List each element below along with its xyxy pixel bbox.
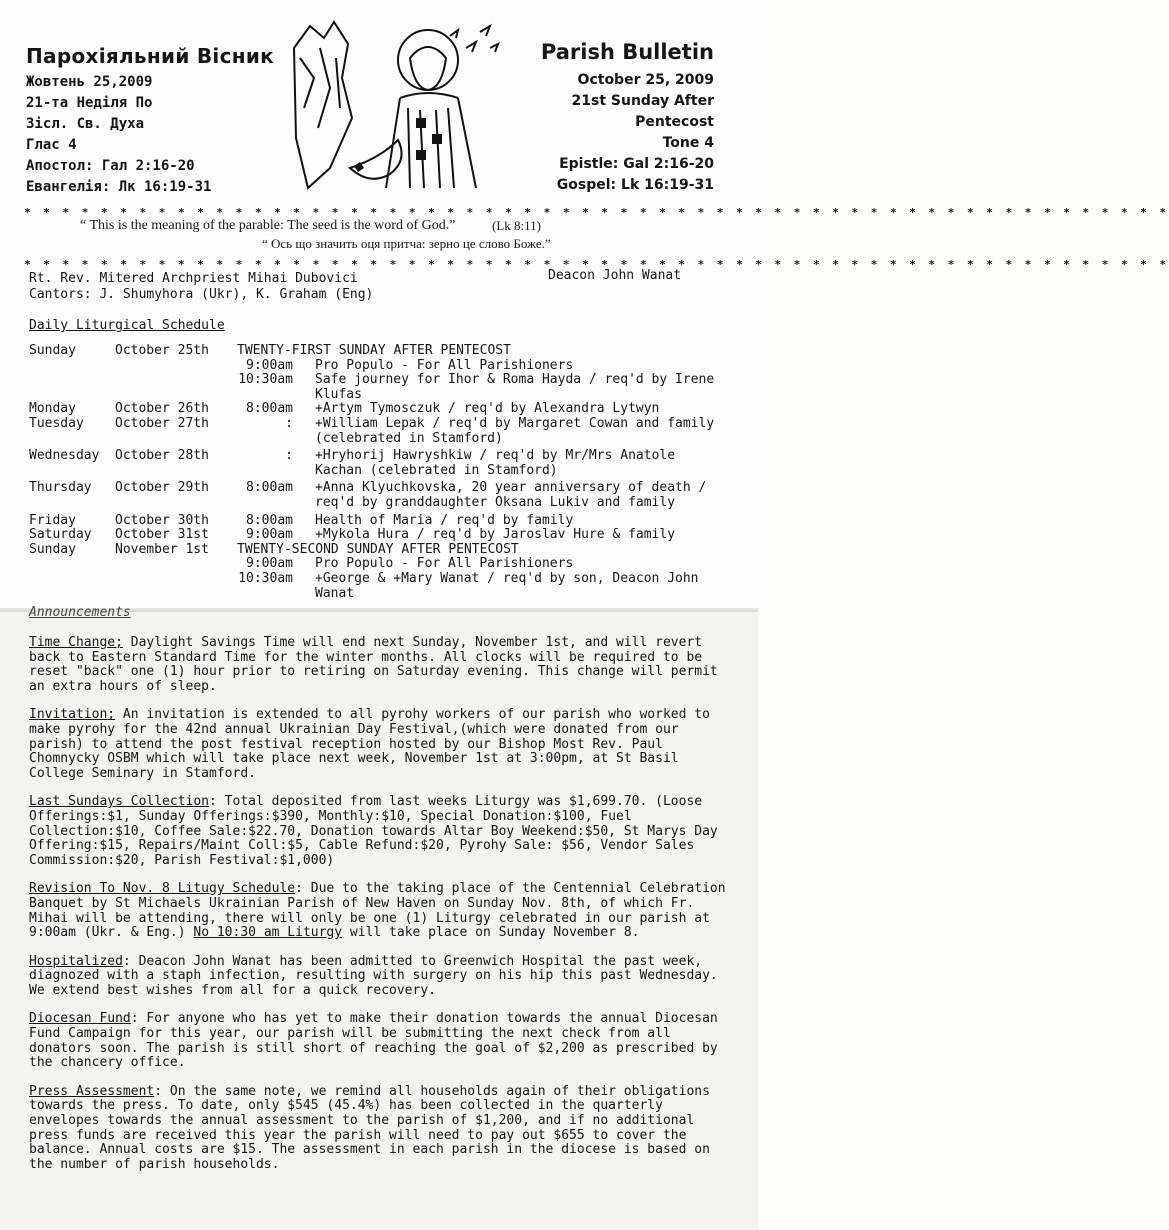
announcement-text: : Due to the taking place of the Centennial Celebration Banquet by St Michaels Ukrainian Parish of New Haven on Sunday Nov. 8th, of which Fr. Mihai will be attending, there will only be one (1) Liturgy celebrated in our parish at 9:00am (Ukr. & Eng.) — [29, 881, 726, 941]
schedule-date: October 27th — [115, 415, 209, 431]
schedule-intention: +George & +Mary Wanat / req'd by son, Deacon John Wanat — [315, 570, 699, 601]
announcement-heading: Invitation; — [29, 707, 116, 723]
schedule-row — [29, 449, 715, 478]
schedule-time: 9:00am — [246, 527, 293, 543]
schedule-time: 10:30am — [238, 570, 293, 586]
schedule-date: October 31st — [115, 527, 209, 543]
announcement-heading: Press Assessment — [29, 1083, 155, 1099]
schedule-date: October 25th — [115, 343, 209, 358]
schedule-title: Daily Liturgical Schedule — [29, 318, 225, 333]
announcement-diocesan-fund — [29, 1012, 729, 1070]
schedule-intention: +Hryhorij Hawryshkiw / req'd by Mr/Mrs Anatole Kachan (celebrated in Stamford) — [315, 448, 676, 478]
announcements-list — [29, 636, 729, 1186]
en-gospel: Gospel: Lk 16:19-31 — [556, 177, 714, 193]
schedule-row — [29, 359, 715, 374]
schedule-time: : — [285, 448, 293, 464]
schedule-day: Thursday — [29, 480, 92, 496]
english-header-lines — [541, 70, 714, 196]
schedule-intention: Pro Populo - For All Parishioners — [315, 556, 574, 572]
scripture-quote-english: “ This is the meaning of the parable: The seed is the word of God.” — [80, 218, 456, 233]
schedule-day: Wednesday — [29, 448, 100, 464]
announcement-invitation — [29, 708, 729, 781]
announcements-title: Announcements — [29, 605, 131, 620]
schedule-row — [29, 514, 715, 529]
schedule-day: Sunday — [29, 541, 76, 557]
schedule-row — [29, 344, 715, 359]
schedule-date: October 29th — [115, 480, 209, 496]
en-epistle: Epistle: Gal 2:16-20 — [559, 156, 714, 172]
schedule-day: Monday — [29, 401, 76, 417]
schedule-date: October 30th — [115, 512, 209, 528]
announcement-text: : Total deposited from last weeks Liturgy was $1,699.70. (Loose Offerings:$1, Sunday Offerings:$390, Monthly:$10, Special Donation:$100, Fuel Collection:$10, Coffee Sale:$22.70, Donation towards Altar Boy Weekend:$50, St Marys Day Offering:$15, Repairs/Maint Coll:$5, Cable Refund:$20, Pyrohy Sale: $56, Vendor Sales Commission:$20, Parish Festival:$1,000) — [29, 794, 718, 868]
announcement-text: : On the same note, we remind all households again of their obligations towards the press. To date, only $545 (45.4%) has been collected in the quarterly envelopes towards the annual assessment to the parish of $1,200, and if no additional press funds are received this year the parish will need to pay out $655 to cover the balance. Annual costs are $15. The assessment in each parish in the diocese is based on the number of parish households. — [29, 1083, 710, 1172]
ukrainian-title: Парохіяльний Вісник — [26, 44, 275, 68]
liturgical-schedule — [29, 344, 715, 601]
schedule-time: 10:30am — [238, 372, 293, 388]
en-tone: Tone 4 — [662, 135, 714, 151]
uk-gospel: Евангелія: Лк 16:19-31 — [26, 179, 212, 195]
schedule-time: 8:00am — [246, 401, 293, 417]
scripture-quote-ukrainian: “ Ось що значить оця притча: зерно це слово Боже.” — [262, 236, 551, 251]
announcement-text: : For anyone who has yet to make their donation towards the annual Diocesan Fund Campaign for this year, our parish will be submitting the next check from all donators soon. The parish is still short of reaching the goal of $2,200 as prescribed by the chancery office. — [29, 1011, 718, 1071]
schedule-time: 9:00am — [246, 556, 293, 572]
schedule-row — [29, 402, 715, 417]
announcement-heading: Revision To Nov. 8 Litugy Schedule — [29, 881, 296, 897]
schedule-intention: Health of Maria / req'd by family — [315, 512, 574, 528]
uk-epistle: Апостол: Гал 2:16-20 — [26, 158, 195, 174]
schedule-heading: TWENTY-SECOND SUNDAY AFTER PENTECOST — [237, 541, 519, 557]
schedule-row — [29, 417, 715, 446]
schedule-row — [29, 557, 715, 572]
cantors: Cantors: J. Shumyhora (Ukr), K. Graham (Eng) — [29, 287, 374, 302]
en-date: October 25, 2009 — [577, 72, 714, 88]
uk-tone: Глас 4 — [26, 137, 77, 153]
schedule-heading: TWENTY-FIRST SUNDAY AFTER PENTECOST — [237, 343, 511, 358]
schedule-date: October 26th — [115, 401, 209, 417]
announcement-heading: Time Change; — [29, 635, 123, 650]
schedule-intention: +Anna Klyuchkovska, 20 year anniversary of death / req'd by granddaughter Oksana Lukiv and family — [315, 480, 707, 510]
schedule-intention: +Artym Tymosczuk / req'd by Alexandra Lytwyn — [315, 401, 660, 417]
star-divider-top: * * * * * * * * * * * * * * * * * * * * * * * * * * * * * * * * * * * * * * * * * * * * * * * * * * * * * * * * * * * * — [24, 206, 1169, 219]
schedule-time: 8:00am — [246, 480, 293, 496]
schedule-intention: Pro Populo - For All Parishioners — [315, 357, 574, 373]
announcement-heading: Hospitalized — [29, 953, 123, 969]
deacon-name: Deacon John Wanat — [548, 268, 682, 283]
schedule-row — [29, 481, 715, 510]
announcement-press-assessment — [29, 1085, 729, 1173]
announcement-collection — [29, 795, 729, 868]
schedule-date: October 28th — [115, 448, 209, 464]
english-title: Parish Bulletin — [540, 40, 714, 64]
uk-date: Жовтень 25,2009 — [26, 74, 153, 90]
announcement-text: An invitation is extended to all pyrohy workers of our parish who worked to make pyrohy for the 42nd annual Ukrainian Day Festival,(which were donated from our parish) to attend the post festival reception hosted by our Bishop Most Rev. Paul Chomnycky OSBM which will take place next week, November 1st at 3:00pm, at St Basil College Seminary in Stamford. — [29, 707, 710, 781]
schedule-row — [29, 373, 715, 402]
scripture-reference: (Lk 8:11) — [492, 218, 541, 233]
schedule-day: Tuesday — [29, 415, 84, 431]
announcement-text: : Deacon John Wanat has been admitted to Greenwich Hospital the past week, diagnozed with a staph infection, resulting with surgery on his hip this past Wednesday. We extend best wishes from all for a quick recovery. — [29, 953, 718, 998]
announcement-hospitalized — [29, 955, 729, 999]
announcement-heading: Last Sundays Collection — [29, 794, 210, 810]
announcement-schedule-revision — [29, 882, 729, 940]
schedule-date: November 1st — [115, 541, 209, 557]
english-header — [541, 40, 714, 196]
saint-icon-illustration — [290, 18, 506, 196]
announcement-text: Daylight Savings Time will end next Sunday, November 1st, and will revert back to Eastern Standard Time for the winter months. All clocks will be required to be reset "back" one (1) hour prior to retiring on Saturday evening. This change will permit an extra hours of sleep. — [29, 635, 718, 694]
clergy-block — [29, 271, 373, 303]
announcement-time-change — [29, 636, 729, 694]
schedule-row — [29, 572, 715, 601]
schedule-day: Saturday — [29, 527, 92, 543]
schedule-intention: +William Lepak / req'd by Margaret Cowan and family (celebrated in Stamford) — [315, 415, 715, 446]
uk-pentecost: Зісл. Св. Духа — [26, 116, 145, 132]
schedule-time: 8:00am — [246, 512, 293, 528]
schedule-row — [29, 528, 715, 543]
schedule-row — [29, 543, 715, 558]
schedule-day: Friday — [29, 512, 76, 528]
schedule-intention: Safe journey for Ihor & Roma Hayda / req'd by Irene Klufas — [315, 372, 715, 402]
announcement-heading: Diocesan Fund — [29, 1011, 131, 1027]
en-pentecost: Pentecost — [635, 114, 714, 130]
en-sunday: 21st Sunday After — [571, 93, 714, 109]
schedule-time: : — [285, 415, 293, 431]
schedule-day: Sunday — [29, 343, 76, 358]
announcement-text-tail: will take place on Sunday November 8. — [342, 925, 640, 941]
ukrainian-header — [26, 44, 274, 198]
priest-name: Rt. Rev. Mitered Archpriest Mihai Dubovici — [29, 271, 358, 286]
announcement-emphasis: No 10:30 am Liturgy — [193, 925, 343, 941]
schedule-intention: +Mykola Hura / req'd by Jaroslav Hure & family — [315, 527, 676, 543]
ukrainian-header-lines — [26, 72, 274, 198]
star-divider-bottom: * * * * * * * * * * * * * * * * * * * * * * * * * * * * * * * * * * * * * * * * * * * * * * * * * * * * * * * * * * * * — [24, 258, 1169, 271]
uk-sunday: 21-та Неділя По — [26, 95, 153, 111]
schedule-time: 9:00am — [246, 357, 293, 373]
